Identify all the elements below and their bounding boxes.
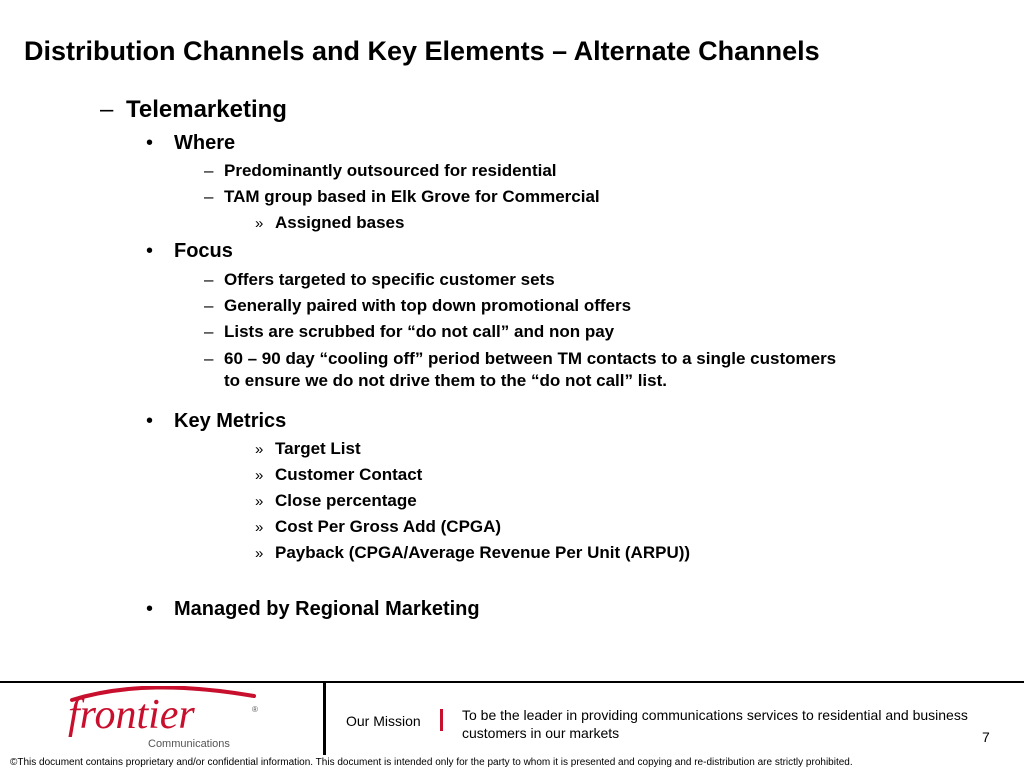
footer-vertical-divider — [323, 683, 326, 755]
dash-marker: – — [100, 96, 114, 123]
frontier-logo — [64, 686, 264, 752]
chevron-marker: » — [255, 519, 264, 536]
mission-separator — [440, 709, 443, 731]
page-number: 7 — [982, 729, 990, 745]
outline-item-assigned-bases — [255, 213, 404, 233]
dash-marker: – — [204, 349, 214, 368]
chevron-marker: » — [255, 215, 264, 232]
outline-item-telemarketing — [100, 96, 287, 124]
dash-marker: – — [204, 187, 214, 206]
outline-label: TAM group based in Elk Grove for Commercial — [224, 187, 600, 206]
dash-marker: – — [204, 270, 214, 289]
outline-item-focus-scrubbed — [204, 322, 614, 342]
svg-text:Communications: Communications — [148, 738, 230, 750]
outline-item-key-metrics — [146, 410, 286, 433]
outline-item-metric-customer-contact — [255, 465, 422, 485]
outline-label: Generally paired with top down promotional offers — [224, 296, 632, 315]
outline-item-metric-cpga — [255, 517, 501, 537]
dash-marker: – — [204, 296, 214, 315]
outline-label: Cost Per Gross Add (CPGA) — [275, 517, 502, 536]
bullet-marker: • — [146, 410, 154, 432]
mission-label: Our Mission — [346, 713, 421, 729]
outline-item-focus — [146, 240, 233, 263]
bullet-marker: • — [146, 132, 154, 154]
bullet-marker: • — [146, 598, 154, 620]
outline-item-metric-close-percentage — [255, 491, 417, 511]
chevron-marker: » — [255, 441, 264, 458]
outline-label: Assigned bases — [275, 213, 405, 232]
outline-label: Predominantly outsourced for residential — [224, 161, 557, 180]
outline-label: Telemarketing — [126, 96, 287, 123]
dash-marker: – — [204, 322, 214, 341]
svg-text:®: ® — [252, 705, 258, 714]
svg-text:frontier: frontier — [68, 692, 195, 738]
outline-item-where-commercial — [204, 187, 600, 207]
outline-label: Focus — [174, 240, 233, 262]
outline-label: Managed by Regional Marketing — [174, 598, 480, 620]
outline-label: Offers targeted to specific customer sets — [224, 270, 555, 289]
dash-marker: – — [204, 161, 214, 180]
outline-label: Lists are scrubbed for “do not call” and non pay — [224, 322, 615, 341]
outline-label: Payback (CPGA/Average Revenue Per Unit (ARPU)) — [275, 543, 691, 562]
outline-item-focus-paired — [204, 296, 631, 316]
outline-label: Customer Contact — [275, 465, 423, 484]
footer-divider — [0, 681, 1024, 683]
outline-item-metric-payback — [255, 543, 690, 563]
outline-label: Key Metrics — [174, 410, 287, 432]
chevron-marker: » — [255, 545, 264, 562]
outline-item-focus-targeted — [204, 270, 555, 290]
bullet-marker: • — [146, 240, 154, 262]
copyright-notice: ©This document contains proprietary and/or confidential information. This document is intended only for the party to whom it is presented and copying and re-distribution are strictly prohibited. — [10, 757, 853, 768]
outline-label: Close percentage — [275, 491, 417, 510]
outline-item-managed — [146, 598, 480, 621]
outline-item-where-residential — [204, 161, 557, 181]
mission-statement: To be the leader in providing communications services to residential and business customers in our markets — [462, 707, 968, 741]
outline-label: 60 – 90 day “cooling off” period between TM contacts to a single customers to ensure we do not drive them to the “do not call” list. — [224, 349, 837, 390]
chevron-marker: » — [255, 467, 264, 484]
outline-label: Where — [174, 132, 236, 154]
outline-label: Target List — [275, 439, 361, 458]
outline-item-focus-cooling-off — [204, 348, 854, 392]
outline-item-where — [146, 132, 235, 155]
slide-title: Distribution Channels and Key Elements – Alternate Channels — [24, 36, 820, 66]
outline-item-metric-target-list — [255, 439, 361, 459]
chevron-marker: » — [255, 493, 264, 510]
